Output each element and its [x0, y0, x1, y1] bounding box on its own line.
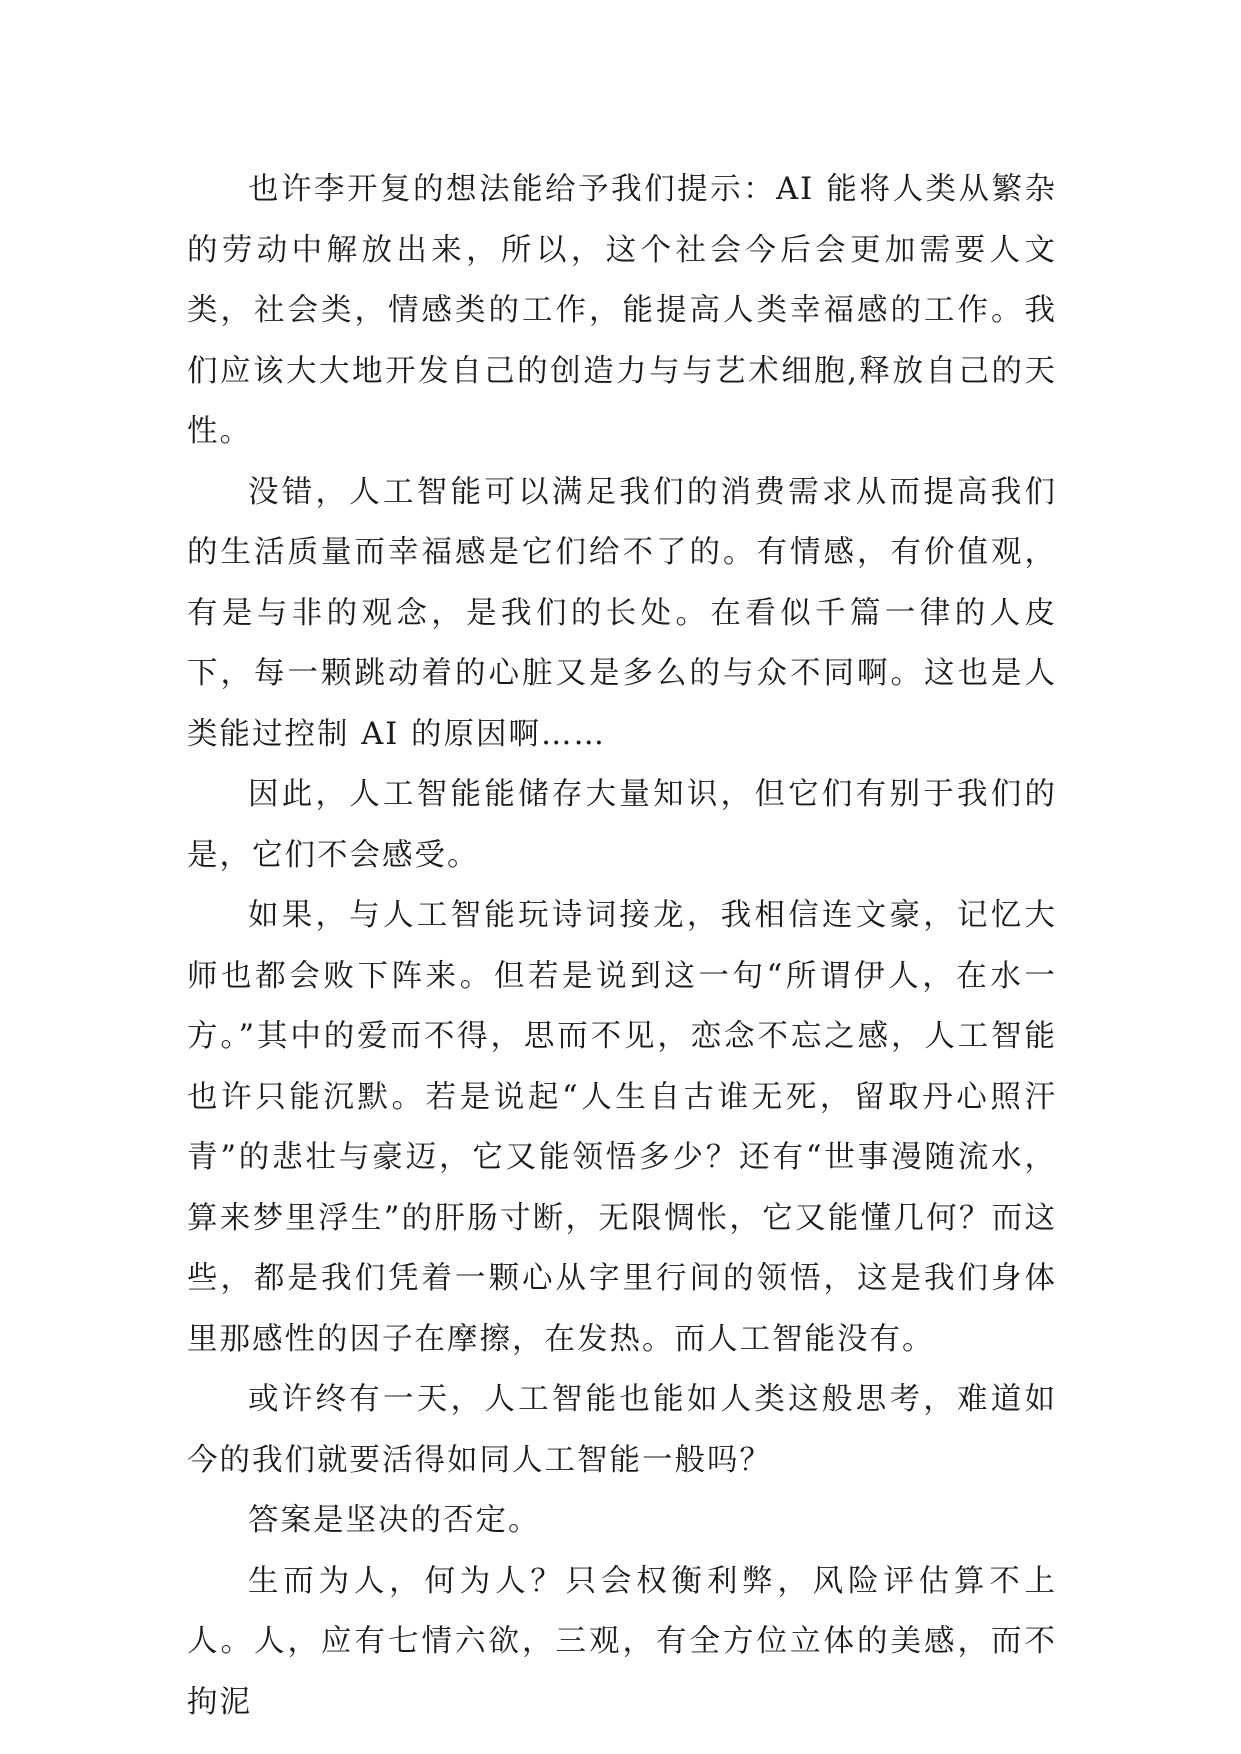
paragraph: 因此，人工智能能储存大量知识，但它们有别于我们的是，它们不会感受。	[187, 777, 1057, 873]
paragraph: 如果，与人工智能玩诗词接龙，我相信连文豪，记忆大师也都会败下阵来。但若是说到这一句“所谓伊人，在水一方。”其中的爱而不得，思而不见，恋念不忘之感，人工智能也许只能沉默。若是说起“人生自古谁无死，留取丹心照汗青”的悲壮与豪迈，它又能领悟多少？还有“世事漫随流水，算来梦里浮生”的肝肠寸断，无限惆怅，它又能懂几何？而这些，都是我们凭着一颗心从字里行间的领悟，这是我们身体里那感性的因子在摩擦，在发热。而人工智能没有。	[187, 898, 1057, 1357]
paragraph: 答案是坚决的否定。	[248, 1503, 541, 1538]
paragraph: 也许李开复的想法能给予我们提示：AI 能将人类从繁杂的劳动中解放出来，所以，这个社会今后会更加需要人文类，社会类，情感类的工作，能提高人类幸福感的工作。我们应该大大地开发自己的创造力与与艺术细胞,释放自己的天性。	[187, 172, 1057, 449]
document-body	[187, 160, 1057, 1733]
paragraph: 或许终有一天，人工智能也能如人类这般思考，难道如今的我们就要活得如同人工智能一般吗？	[187, 1382, 1057, 1478]
paragraph: 生而为人，何为人？只会权衡利弊，风险评估算不上人。人，应有七情六欲，三观，有全方位立体的美感，而不拘泥	[187, 1563, 1057, 1720]
paragraph: 没错，人工智能可以满足我们的消费需求从而提高我们的生活质量而幸福感是它们给不了的。有情感，有价值观，有是与非的观念，是我们的长处。在看似千篇一律的人皮下，每一颗跳动着的心脏又是多么的与众不同啊。这也是人类能过控制 AI 的原因啊……	[187, 474, 1057, 752]
